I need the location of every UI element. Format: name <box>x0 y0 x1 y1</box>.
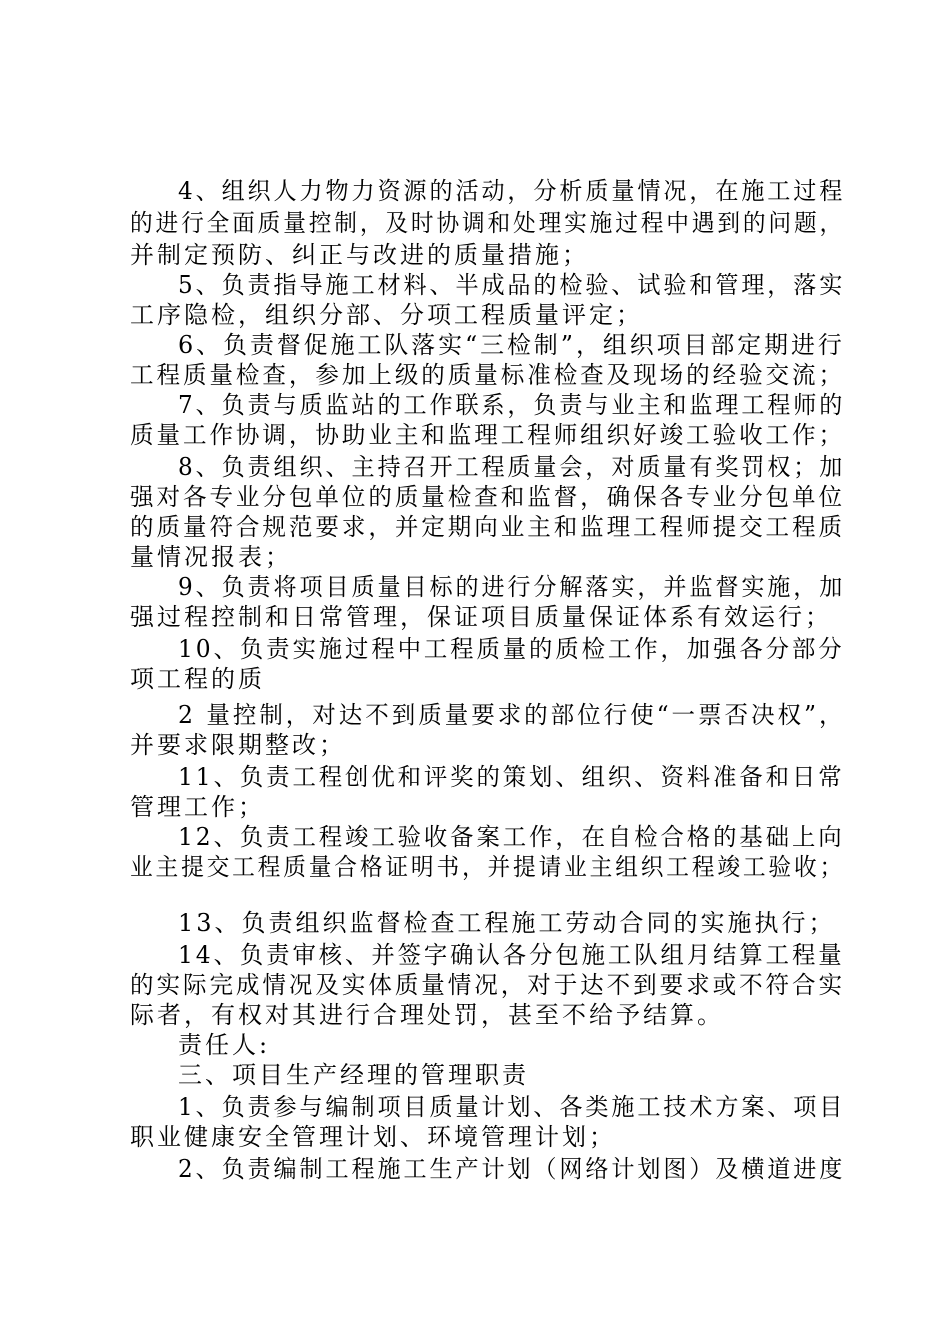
text-line: 2、负责编制工程施工生产计划（网络计划图）及横道进度 <box>178 1155 846 1183</box>
text-line: 并制定预防、纠正与改进的质量措施； <box>130 241 589 269</box>
text-line: 强过程控制和日常管理，保证项目质量保证体系有效运行； <box>130 603 832 631</box>
text-line: 13、负责组织监督检查工程施工劳动合同的实施执行； <box>178 909 836 937</box>
text-line: 强对各专业分包单位的质量检查和监督，确保各专业分包单位 <box>130 483 846 511</box>
text-line: 11、负责工程创优和评奖的策划、组织、资料准备和日常 <box>178 763 845 791</box>
text-line: 责任人: <box>178 1031 271 1059</box>
text-line: 14、负责审核、并签字确认各分包施工队组月结算工程量 <box>178 941 845 969</box>
text-line: 管理工作； <box>130 793 265 821</box>
text-line: 5、负责指导施工材料、半成品的检验、试验和管理，落实 <box>178 271 846 299</box>
text-line: 7、负责与质监站的工作联系，负责与业主和监理工程师的 <box>178 391 846 419</box>
text-line: 业主提交工程质量合格证明书，并提请业主组织工程竣工验收； <box>130 853 846 881</box>
text-line: 的进行全面质量控制，及时协调和处理实施过程中遇到的问题， <box>130 209 846 237</box>
text-line: 1、负责参与编制项目质量计划、各类施工技术方案、项目 <box>178 1093 846 1121</box>
text-line: 6、负责督促施工队落实“三检制”，组织项目部定期进行 <box>178 331 845 359</box>
text-line: 三、项目生产经理的管理职责 <box>178 1061 529 1089</box>
text-line: 的质量符合规范要求，并定期向业主和监理工程师提交工程质 <box>130 513 846 541</box>
text-line: 4、组织人力物力资源的活动，分析质量情况，在施工过程 <box>178 177 846 205</box>
text-line: 工程质量检查，参加上级的质量标准检查及现场的经验交流； <box>130 361 846 389</box>
text-line: 工序隐检，组织分部、分项工程质量评定； <box>130 301 643 329</box>
text-line: 12、负责工程竣工验收备案工作，在自检合格的基础上向 <box>178 823 845 851</box>
text-line: 量情况报表； <box>130 543 292 571</box>
text-line: 2 量控制，对达不到质量要求的部位行使“一票否决权”， <box>178 701 846 729</box>
text-line: 际者，有权对其进行合理处罚，甚至不给予结算。 <box>130 1001 724 1029</box>
text-line: 10、负责实施过程中工程质量的质检工作，加强各分部分 <box>178 635 845 663</box>
text-line: 质量工作协调，协助业主和监理工程师组织好竣工验收工作； <box>130 421 846 449</box>
text-line: 9、负责将项目质量目标的进行分解落实，并监督实施，加 <box>178 573 846 601</box>
text-line: 8、负责组织、主持召开工程质量会，对质量有奖罚权；加 <box>178 453 846 481</box>
text-line: 并要求限期整改； <box>130 731 346 759</box>
text-line: 的实际完成情况及实体质量情况，对于达不到要求或不符合实 <box>130 971 846 999</box>
text-line: 职业健康安全管理计划、环境管理计划； <box>130 1123 616 1151</box>
text-line: 项工程的质 <box>130 665 265 693</box>
